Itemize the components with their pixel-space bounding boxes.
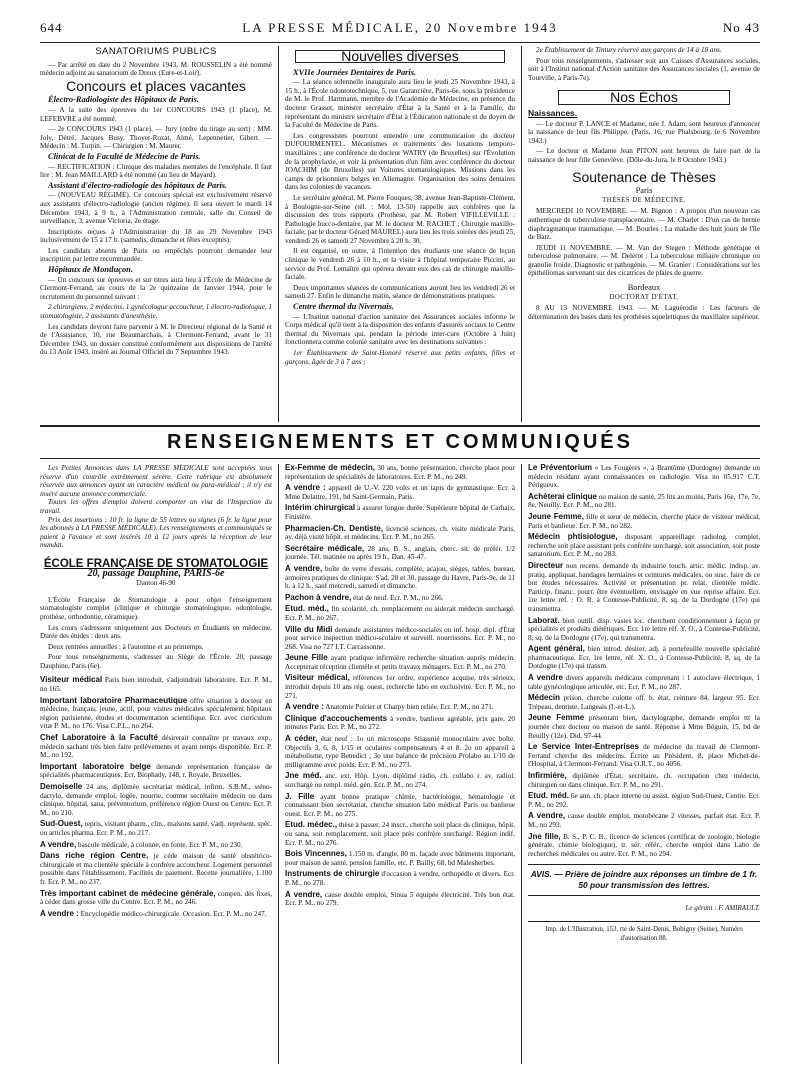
ad-text: je céde maison de santé obstétrico-chirurgicale et ma clientèle spéciale à confrère accoucheur. Logement personnel possible dans l'établissement. Facilités de paiement. Recette journalière, 1.100 fr. Ecr. P. M., no 237. — [40, 852, 272, 886]
ad-text: 30 ans, bonne présentation, cherche place pour représentation de spécialités de laboratoires. Ecr. P. M., no 249. — [285, 464, 515, 481]
avis-notice: AVIS. — Prière de joindre aux réponses un timbre de 1 fr. 50 pour transmission des lettres. — [528, 864, 760, 896]
classified-ad — [285, 605, 515, 622]
ad-keyword: Ex-Femme de médecin, — [285, 464, 375, 472]
ad-text: cause double emploi, Sinua 5 équipée électricité. Très bon état. Ecr. P. M., no 279. — [285, 890, 515, 908]
ad-keyword: A vendre, — [285, 563, 323, 573]
classified-ad — [528, 772, 760, 789]
classified-ad — [285, 735, 515, 769]
classified-ad — [285, 565, 515, 591]
concours-heading: Concours et places vacantes — [66, 77, 246, 94]
ad-keyword: Jne fille, — [528, 831, 561, 841]
ad-text: bien outill. disp. vastes loc. cherchent conditionnement à façon pr spécialités et produits diététiques. Ecr. 1re lettre réf. Y. O., à Contesse-Publicité, 8, sq. de la Dordogne (17e), qui transmettra. — [528, 616, 760, 642]
ad-text: « Les Fougères », à Brantôme (Dordogne) demande un médecin résidant ayant connaissances en radiologie. Visa no 05.917 C.T. Périgueux. — [528, 464, 760, 490]
paragraph: — L'Institut national d'action sanitaire des Assurances sociales informe le Corps médical qu'il tient à la disposition des enfants d'assurés sociaux le Centre thermal du Nivernais qui, pendant la période inter-cure (Octobre à Juin) fonctionnera comme colonie sanitaire avec les destinations suivantes : — [285, 312, 515, 347]
paragraph: Toutes les offres d'emploi doivent comporter un visa de l'Inspection du travail. — [40, 498, 272, 515]
paragraph: Inscriptions reçues à l'Administration du 18 au 29 Novembre 1943 inclusivement de 15 à 17 h. (samedis, dimanche et fêtes exceptés). — [40, 227, 272, 245]
ad-text: à vendre, banlieue agréable, prix gare, 20 minutes Paris. Ecr. P. M., no 272. — [285, 714, 515, 732]
paragraph: — Le docteur et Madame Jean PITON sont heureux de faire part de la naissance de leur fille Geneviève. (Dôle-du-Jura, le 8 Octobre 1943.) — [528, 147, 760, 164]
ad-keyword: A vendre, — [528, 811, 566, 821]
column-divider — [521, 464, 522, 1064]
ad-keyword: A vendre — [528, 673, 563, 683]
sanatoriums-heading: SANATORIUMS PUBLICS — [95, 46, 217, 57]
ad-keyword: Pachon à vendre, — [285, 592, 352, 602]
ads-notice — [40, 464, 272, 550]
column-ads-2 — [285, 464, 515, 1064]
ad-text: de médecine du travail de Clermont-Ferrand cherche des médecins. Écrire au Président, 8, place Michel-de-l'Hospital, à Clermont-Ferrand. Visa O.R.T., no 4056. — [528, 743, 760, 769]
ad-text: prison. cherche culotte off. b. état, ceinture 84, largeur 95. Ecr. Trépeau, dentiste, Langeais (I.-et-L.). — [528, 694, 760, 711]
ad-keyword: Bois Vincennes, — [285, 849, 347, 859]
classified-ad — [528, 464, 760, 490]
ad-text: repris, visitant pharm., clin., maisons santé, s'adj. représent. spéc. ou articles pharma. Ecr. P. M., no 217. — [40, 820, 272, 837]
classified-ad — [40, 676, 272, 693]
header-rule — [40, 42, 760, 43]
classified-ad — [528, 743, 760, 769]
paragraph: — (NOUVEAU RÉGIME). Ce concours spécial est exclusivement réservé aux assistants d'électro-radiologie (ancien régime). Il sera ouvert le mardi 14 Décembre 1943, à 9 h., à l'Administration centrale, salle du Conseil de surveillance, 3, avenue Victoria, 2e étage. — [40, 191, 272, 226]
ad-keyword: Chef Laboratoire à la Faculté — [40, 733, 158, 743]
ad-text: bien introd. désirer. adj. à portefeuille nouvelle spécialité pharmaceutique. Ecr. 1re lettre, réf. X. O., à Contesse-Publicité, 8, sq. de la Dordogne (17e) qui transm. — [528, 645, 760, 671]
ad-text: références 1er ordre, expérience acquise, très sérieux, introduit depuis 10 ans rég. ouest, recherche labo en exclusivité. Ecr. P. M., no 271. — [285, 674, 515, 700]
ad-keyword: Infirmière, — [528, 771, 567, 780]
classified-ad — [528, 617, 760, 643]
column-ads-1 — [40, 464, 272, 1064]
ad-keyword: J. Fille — [285, 791, 315, 801]
classified-ad — [528, 694, 760, 711]
column-divider — [521, 46, 522, 422]
paragraph: Les congressistes pourront entendre une communication du docteur DUFOURMENTEL. Mécanismes et traitements des luxations temporo-maxillaires ; une conférence du docteur WATRY (de Bruxelles) sur l'Évolution de la prophylaxie, et voir la présentation d'un film avec conférence du docteur JOACHIM (de Bruxelles) sur Voitures stomatologiques. Missions dans les camps de prisonniers belges en Allemagne. Organisation des soins dentaires dans les colonies de vacances. — [285, 131, 515, 192]
ad-text: compen. dès fixes, à céder dans grosse ville du Centre. Ecr. P. M., no 246. — [40, 889, 272, 907]
ad-text: désirerait connaître pr travaux exp., médecin sachant très bien faire prélèvements et ayant temps disponible. Ecr. P. M., no 192. — [40, 734, 272, 760]
page-header — [40, 20, 760, 42]
classified-ad — [285, 850, 515, 867]
ad-keyword: Sud-Ouest, — [40, 819, 83, 829]
ad-text: Anatomie Poirier et Charpy bien reliée. Ecr. P. M., no 271. — [323, 703, 494, 712]
theses-heading: Soutenance de Thèses — [572, 168, 716, 185]
assistant-heading: Assistant d'électro-radiologie des hôpitaux de Paris. — [48, 180, 228, 190]
running-title: LA PRESSE MÉDICALE, 20 Novembre 1943 — [242, 20, 558, 35]
classified-ad — [528, 714, 760, 740]
paragraph: MERCREDI 10 NOVEMBRE. — M. Bignon : A propos d'un nouveau cas authentique de tuberculose transplacentaire. — M. Charlet : D'un cas de hernie diaphragmatique traumatique. — M. Bourles : La maladie des huit jours de l'île de Batz. — [528, 207, 760, 242]
ad-text: non recens. demandé ds industrie touch. artic. médic. indisp. av. pratiq. appliquat. bandages herniaires et ceintures médicales, ou susc. faire ds ce but études nécessaires. Activité et présentation pr. relat. clientèle médic. Particip. financ. pourr. être éventuellem. envisagée en vue reprise affaire. Ecr. 1re lettre réf. : O. R. à Contesse-Publicité, 8, sq. de la Dordogne (17e) qui transmettra. — [528, 561, 760, 613]
naissances-heading: Naissances. — [528, 107, 578, 118]
classified-ad — [285, 715, 515, 732]
classified-ad — [285, 654, 515, 671]
page-number: 644 — [40, 20, 63, 35]
ad-text: présentant bien, dactylographe, demande emploi ttt la journée chez docteur ou maison de santé. Réponse à Mme Béguin, 15, bd de Reuilly (12e). Did. 97-44. — [528, 714, 760, 740]
ad-keyword: Directeur — [528, 560, 564, 570]
classified-ad — [40, 734, 272, 760]
ad-text: anc. ext. Hôp. Lyon, diplômé radio, ch. collabo r. av. radiol. surchargé ou rempl. méd. gén. Ecr. P. M., no 274. — [285, 772, 515, 789]
ad-keyword: Le Service Inter-Entreprises — [528, 742, 639, 752]
ad-keyword: Visiteur médical, — [285, 673, 350, 683]
classified-ad — [528, 493, 760, 510]
ecole-address: 20, passage Dauphine, PARIS-6e — [87, 567, 225, 579]
ad-text: 28 ans, B. S., anglais, cherc. sit. de préfér. 1/2 journée. Tél. matinée ou après 19 h., Dan. 45-47. — [285, 544, 515, 562]
montlucon-heading: Hôpitaux de Montluçon. — [48, 265, 133, 275]
column-concours — [40, 46, 272, 422]
echos-heading: Nos Échos — [558, 90, 730, 105]
ad-keyword: Intérim chirurgical — [285, 503, 356, 513]
paragraph: 2e Établissement de Tintury réservé aux garçons de 14 à 18 ans. — [536, 46, 722, 54]
ad-text: appareil de U.-V. 220 volts et un tapis de gymnastique. Ecr. à Mme Delattre, 191, bd Saint-Germain, Paris. — [285, 484, 515, 501]
classified-ad — [285, 525, 515, 542]
section-rule — [40, 458, 760, 459]
ad-keyword: Etud. méd., — [285, 604, 329, 614]
ad-keyword: A vendre : — [285, 702, 324, 712]
ad-keyword: Dans riche région Centre, — [40, 851, 149, 861]
ad-keyword: Demoiselle — [40, 782, 83, 791]
centre-heading: Centre thermal du Nivernais. — [293, 302, 394, 312]
paragraph: 8 AU 13 NOVEMBRE 1943. — M. Laguérodie : Les facteurs de détermination des bases dans les prothèses squelettiques du maxillaire supérieur. — [528, 304, 760, 321]
ads-list — [528, 464, 760, 858]
ad-text: 1.150 m. d'angle, 80 m. façade avec bâtiments important, pour maison de santé, pension famille, etc. P. Bailly, 68, bd Malesherbes. — [285, 850, 515, 867]
classified-ad — [528, 674, 760, 691]
ad-keyword: Médecin phtisiologue, — [528, 532, 618, 542]
ad-text: fin scolarité, ch. remplacement ou aiderait médecin surchargé. Ecr. P. M., no 267. — [285, 605, 515, 622]
ad-keyword: Laborat. — [528, 615, 560, 625]
ad-keyword: Agent général, — [528, 644, 585, 654]
paragraph: Pour tous renseignements, s'adresser soit aux Caisses d'Assurances sociales, soit à l'Institut national d'Action sanitaire des Assurances sociales (1, avenue de Tourville, à Paris-7e). — [528, 56, 760, 82]
ad-keyword: A vendre : — [285, 483, 326, 493]
ad-text: ou maison de santé, 25 lits au moins, Paris 16e, 17e, 7e, 8e, Neuilly. Ecr. P. M., no 281. — [528, 492, 760, 510]
bordeaux-heading: Bordeaux — [627, 283, 661, 293]
column-divider — [278, 46, 279, 422]
ad-text: demande assistantes médico-sociales ou inf. hosp. dipl. d'État pour service inspection médico-scolaire et surveill. nourrissons. Ecr. P. M., no 268. Visa no 727 I.T. Carcassonne. — [285, 625, 515, 651]
ad-keyword: Le Préventorium — [528, 464, 593, 472]
paragraph: Il est organisé, en outre, à l'intention des étudiants une séance de leçon clinique le vendredi 26 à 10 h., et la visite à l'hôpital temporaire Piccini, au service du Prof. Lemaître qui opérera devant eux des cas de chirurgie maxillo-faciale. — [285, 247, 515, 282]
classified-ad — [285, 821, 515, 847]
ad-keyword: Visiteur médical — [40, 675, 103, 685]
paris-subheading: THÈSES DE MÉDECINE. — [602, 196, 686, 204]
paragraph: Le secrétaire général, M. Pierre Fouques, 38, avenue Jean-Baptiste-Clément, à Boulogne-sur-Seine (tél. : Mol. 13-50) rappelle aux confrères que la discussion des trois rapports (Prothèse, par M. Robert VIFILLEVILLE : Pathologie bucco-dentaire, par M. le docteur M. RACHET ; Chirurgie maxillo-faciale, par le docteur Gérard MAUREL) aura lieu les trois soirées des jeudi 25, vendredi 26 et samedi 27 Novembre à 20 h. 30. — [285, 193, 515, 245]
paragraph: Deux importantes séances de communications auront lieu les vendredi 26 et samedi 27. Enfin le dimanche matin, séance de démonstrations pratiques. — [285, 283, 515, 301]
journees-heading: XVIIe Journées Dentaires de Paris. — [293, 67, 417, 77]
paragraph: Prix des insertions : 10 fr. la ligne de 55 lettres ou signes (6 fr. la ligne pour les abonnés à LA PRESSE MÉDICALE). Les renseignements et communiqués se paient à l'avance et sont insérés 10 à 12 jours après la réception de leur mandat. — [40, 515, 272, 550]
ad-text: thèse à passer, 24 inscr., cherche soit place ds clinique, hôpit. ou sana, soit remplacement, soit place près confrère surchargé. Région indif. Ecr. P. M., no 276. — [285, 821, 515, 847]
sanatoriums-text: — Par arrêté en date du 2 Novembre 1943, M. ROUSSELIN a été nommé médecin adjoint au sanatorium de Dreux (Eure-et-Loir). — [40, 60, 272, 78]
ad-keyword: Clinique d'accouchements — [285, 713, 388, 723]
paragraph: Les candidats absents de Paris ou empêchés pourront demander leur inscription par lettre recommandée. — [40, 246, 272, 264]
paragraph: 2 chirurgiens, 2 médecins, 1 gynécologue accoucheur, 1 électro-radiologue, 1 stomatologiste, 2 assistants d'anesthésie. — [40, 303, 272, 321]
electro-heading: Électro-Radiologiste des Hôpitaux de Paris. — [48, 95, 199, 105]
ad-text: fille et sœur de médecin, cherche place de visiteur médical, Paris et banlieue. Ecr. P. M., no 282. — [528, 512, 760, 530]
ad-text: état de neuf. Ecr. P. M., no 266. — [351, 593, 444, 602]
paragraph: Deux rentrées annuelles : à l'automne et au printemps. — [48, 642, 204, 651]
ad-text: Paris bien introduit, s'adjoindrait laboratoire. Ecr. P. M., no 165. — [40, 676, 272, 694]
ad-text: 6e ann. ch. place interne ou assist. région Sud-Ouest, Centre. Ecr. P. M., no 292. — [528, 792, 760, 809]
ad-text: licencié sciences, ch. visite médicale Paris, ay. déjà visité hôpit. et médecins. Ecr. P. M., no 265. — [285, 524, 515, 542]
classified-ad — [285, 772, 515, 789]
ad-text: état neuf : 1o un microscope Stiassnié monoculaire avec boîte. Objectifs 3, 6, 8, 1/15 et oculaires compensateurs 4 et 8. 2o un appareil à métabolisme, type Benedict ; 3o une balance de précision Prolabo au 1/10 de milligramme avec poids. Ecr. P. M., no 273. — [285, 735, 515, 769]
ad-keyword: Important laboratoire Pharmaceutique — [40, 695, 188, 705]
ad-keyword: Pharmacien-Ch. Dentiste, — [285, 523, 384, 533]
ad-keyword: Secrétaire médicale, — [285, 543, 365, 553]
classified-ad — [528, 792, 760, 809]
paragraph: Les cours s'adressent uniquement aux Docteurs et Étudiants en médecine. Durée des études : deux ans. — [40, 623, 272, 641]
ad-keyword: Jne méd. — [285, 771, 322, 781]
classified-ad — [40, 841, 272, 850]
ad-text: ayant pratique infirmière recherche situation auprès médecin. Accepterait réception clientèle et petits travaux ménagers. Ecr. P. M., no 270. — [285, 654, 515, 671]
paragraph: JEUDI 11 NOVEMBRE. — M. Van der Stegen : Méthode génétique et tuberculose pulmonaire. — M. Delérot : La tuberculose miliaire chronique ou granulie froide. Diagnostic et pathogénie. — M. Granier : Considérations sur les épithéliomas survenant sur des cicatrices de plaies de guerre. — [528, 243, 760, 278]
ad-keyword: Jeune Fille — [285, 653, 328, 663]
ads-list — [285, 464, 515, 908]
classified-ad — [285, 870, 515, 887]
ad-text: bascule médicale, à colonne, en fonte. Ecr. P. M., no 230. — [76, 840, 243, 849]
paragraph: — Un concours sur épreuves et sur titres aura lieu à l'École de Médecine de Clermont-Ferrand, au cours de la 2e quinzaine de Janvier 1944, pour le recrutement du personnel suivant : — [40, 275, 272, 301]
ads-list — [40, 676, 272, 918]
classified-ad — [528, 645, 760, 671]
paragraph: — 2e CONCOURS 1943 (1 place). — Jury (ordre du tirage au sort) : MM. Joly, Détré, Jacques Busy, Thoyer-Rozat, Aimé, Lepennetier, Gibert. — Médecin : M. Turpin. — Chirurgien : M. Maurer. — [40, 125, 272, 151]
classified-ad — [40, 763, 272, 780]
ad-text: ayant bonne pratique chimie, bactériologie, hématologie et connaissant bien secrétariat, cherche situation labo médical Paris ou banlieue ouest. Ecr. P. M., no 275. — [285, 792, 515, 818]
paragraph: Pour tous renseignements, s'adresser au Siège de l'École. 20, passage Dauphine, Paris (6e). — [40, 653, 272, 670]
classified-ad — [285, 793, 515, 819]
classified-ad — [40, 910, 272, 919]
classified-ad — [528, 533, 760, 559]
ad-text: boîte de verre d'essais, complète, acajou, sièges, tables, bureau, armoires pratiques de clinique. S'ad. 28 et 30, passage du Havre, Paris-9e, de 11 h. à 12 h., sauf mercredi, samedi et dimanche. — [285, 564, 515, 591]
paragraph: Les Petites Annonces dans LA PRESSE MÉDICALE sont acceptées sous réserve d'un contrôle extrêmement sévère. Cette rubrique est absolument réservée aux annonces ayant un caractère médical ou para-médical ; il n'y est inséré aucune annonce commerciale. — [40, 464, 272, 498]
paragraph: — RECTIFICATION : Clinique des maladies mentales de l'encéphale. Il faut lire : M. Jean MAILLARD à été nommé (au lieu de Mayard). — [40, 162, 272, 180]
ad-keyword: Etud. méd. — [528, 791, 569, 801]
nouvelles-heading: Nouvelles diverses — [295, 50, 505, 63]
ad-text: Encyclopédie médico-chirurgicale. Occasion. Ecr. P. M., no 247. — [78, 909, 267, 918]
paragraph: — A la suite des épreuves du 1er CONCOURS 1943 (1 place), M. LEFEBVRE a été nommé. — [40, 105, 272, 123]
section-rule — [40, 425, 760, 427]
classified-ad — [40, 852, 272, 886]
ad-keyword: Ville du Midi — [285, 624, 333, 634]
paragraph: — La séance solennelle inaugurale aura lieu le jeudi 25 Novembre 1943, à 15 h., à l'École odontotechnique, 5, rue Garancière, Paris-6e, sous la présidence de M. le Prof. Hartmann, membre de l'Académie de Médecine, en présence du docteur Grasset, ministre secrétaire d'État à la Santé et à la Famille, du représentant du ministre secrétaire d'État à l'Éducation nationale et du doyen de la Faculté de Médecine de Paris. — [285, 78, 515, 130]
classified-ad — [528, 812, 760, 829]
paragraph: — Le docteur P. LANCE et Madame, née J. Adam, sont heureux d'annoncer la naissance de leur fils Philippe. (Paris, 16, rue Phalsbourg, le 6 Novembre 1943.) — [528, 119, 760, 145]
classified-ad — [285, 594, 515, 603]
column-ads-3 — [528, 464, 760, 1064]
ad-keyword: Très important cabinet de médecine générale, — [40, 888, 216, 898]
imprint: Imp. de L'Illustration, 153, rte de Saint-Denis, Bobigny (Seine), Numéro d'autorisation 88. — [545, 925, 743, 942]
classified-ad — [40, 890, 272, 907]
ad-text: demande représentation française de spécialités pharmaceutiques. Ecr. Biophady, 148, r. Royale, Bruxelles. — [40, 762, 272, 780]
ad-keyword: Jeune Femme — [528, 713, 585, 723]
classified-ad — [285, 545, 515, 562]
classified-ad — [285, 464, 515, 481]
classified-ad — [285, 674, 515, 700]
ad-text: divers appareils médicaux comprenant : 1 autoclave électrique, 1 table gynécologique articulée, etc. Ecr. P. M., no 287. — [528, 674, 760, 691]
ad-text: à assurer longue durée. Supérieure hôpital de Carhaix, Finistère. — [285, 504, 515, 521]
classified-ad — [285, 891, 515, 908]
ad-keyword: Achèterai clinique — [528, 491, 597, 501]
classified-ad — [285, 484, 515, 501]
ad-keyword: A vendre, — [285, 889, 323, 899]
ad-keyword: A céder, — [285, 734, 318, 744]
divider — [528, 921, 760, 922]
clinicat-heading: Clinicat de la Faculté de Médecine de Paris. — [48, 151, 201, 161]
classified-ad — [285, 703, 515, 712]
ecole-title: ÉCOLE FRANÇAISE DE STOMATOLOGIE — [43, 557, 269, 570]
section-banner: RENSEIGNEMENTS ET COMMUNIQUÉS — [167, 431, 633, 453]
ad-text: 24 ans, diplômée secrétariat médical, infirm. S.B.M., sténo-dactylo, demande emploi, logée, nourrie, comme secrétaire médecin ou dans clinique, hôpital, sana, préventorium, préférence région Ouest ou Centre. Ecr. P. M., no 210. — [40, 783, 272, 817]
ad-keyword: Instruments de chirurgie — [285, 869, 380, 879]
ad-text: d'occasion à vendre, orthopédie et divers. Ecr. P. M., no 278. — [285, 870, 515, 887]
classified-ad — [40, 697, 272, 731]
ad-keyword: Important laboratoire belge — [40, 761, 151, 771]
classified-ad — [528, 513, 760, 530]
column-divider — [278, 464, 279, 1064]
ad-text: B. S., P. C. B., licence de sciences (certificat de zoologie, biologie générale, chimie biologique), tr. sér. référ., cherche emploi dans Labo de recherches médicales ou autre. Ecr. P. M., no 294. — [528, 832, 760, 858]
paris-heading: Paris — [635, 186, 653, 196]
ad-keyword: A vendre : — [40, 908, 79, 918]
ad-text: diplômée d'État, secrétaire, ch. occupation chez médecin, chirurgien ou dans clinique. Ecr. P. M., no 291. — [528, 772, 760, 789]
classified-ad — [285, 626, 515, 652]
ad-keyword: Etud. médec., — [285, 820, 338, 830]
ad-keyword: A vendre, — [40, 839, 77, 849]
ad-keyword: Médecin — [528, 693, 561, 703]
paragraph: Les candidats devront faire parvenir à M. le Directeur régional de la Santé et de l'Assistance, 10, rue Beaumarchais, à Clermont-Ferrand, avant le 31 Décembre 1943, un dossier constitué conformément aux dispositions de l'arrêté du 13 Août 1943, inséré au Journal Officiel du 7 Septembre 1943. — [40, 322, 272, 357]
issue-number: No 43 — [722, 20, 760, 35]
classified-ad — [40, 820, 272, 837]
ecole-phone: Danton 46-90 — [136, 579, 176, 588]
classified-ad — [528, 562, 760, 614]
classified-ad — [528, 833, 760, 859]
column-nouvelles — [285, 46, 515, 422]
gerant-line: Le gérant : F. AMIRAULT. — [685, 904, 760, 913]
paragraph: L'École Française de Stomatologie a pour objet l'enseignement stomatologiste complet (clinique et chirurgie stomatologique, odontologie, prothèse, orthodontie, céramique). — [40, 595, 272, 621]
ad-text: offre situation à docteur en médecine, français, jeune, actif, pour visites médicales spécialement hôpitaux région parisienne, études et documentation scientifique. Ecr. avec curriculum vitæ P. M., no 176. Visa C.P.L., no 264. — [40, 696, 272, 731]
paragraph: 1er Établissement de Saint-Honoré réservé aux petits enfants, filles et garçons, âgés de 3 à 7 ans ; — [285, 349, 515, 366]
ad-text: cause double emploi, motobécane 2 vitesses, parfait état. Ecr. P. M., no 293. — [528, 812, 760, 829]
classified-ad — [285, 504, 515, 521]
ad-text: disposant appareillage radiolog. complet, recherche soit place assistant près confrère surchargé, soit association, soit poste sanatorium. Ecr. P. M., no 283. — [528, 533, 760, 559]
ad-keyword: Jeune Femme, — [528, 511, 584, 521]
column-echos — [528, 46, 760, 422]
classified-ad — [40, 783, 272, 817]
bordeaux-subheading: DOCTORAT D'ÉTAT. — [609, 293, 679, 301]
